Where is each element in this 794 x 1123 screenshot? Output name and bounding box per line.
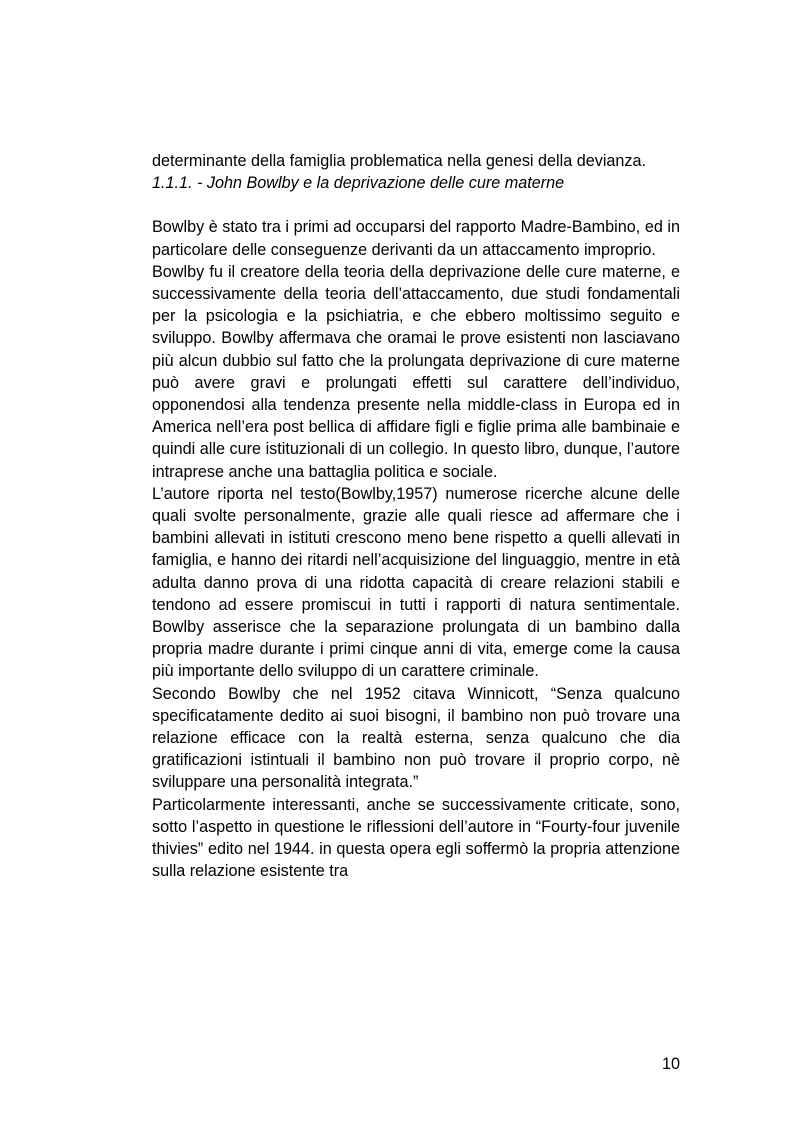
- body-paragraph: Bowlby fu il creatore della teoria della deprivazione delle cure materne, e successivamente della teoria dell’attaccamento, due studi fondamentali per la psicologia e la psichiatria, e che ebbero moltissimo seguito e sviluppo. Bowlby affermava che oramai le prove esistenti non lasciavano più alcun dubbio sul fatto che la prolungata deprivazione di cure materne può avere gravi e prolungati effetti sul carattere dell’individuo, opponendosi alla tendenza presente nella middle-class in Europa ed in America nell’era post bellica di affidare figli e figlie prima alle bambinaie e quindi alle cure istituzionali di un collegio. In questo libro, dunque, l’autore intraprese anche una battaglia politica e sociale.: [152, 262, 680, 481]
- body-paragraph: Bowlby è stato tra i primi ad occuparsi del rapporto Madre-Bambino, ed in particolare delle conseguenze derivanti da un attaccamento improprio.: [152, 218, 680, 259]
- body-paragraph: Secondo Bowlby che nel 1952 citava Winnicott, “Senza qualcuno specificatamente dedito ai suoi bisogni, il bambino non può trovare una relazione efficace con la realtà esterna, senza qualcuno che dia gratificazioni istintuali il bambino non può trovare il proprio corpo, nè sviluppare una personalità integrata.”: [152, 684, 680, 792]
- body-paragraph: L’autore riporta nel testo(Bowlby,1957) numerose ricerche alcune delle quali svolte personalmente, grazie alle quali riesce ad affermare che i bambini allevati in istituti crescono meno bene rispetto a quelli allevati in famiglia, e hanno dei ritardi nell’acquisizione del linguaggio, mentre in età adulta danno prova di una ridotta capacità di creare relazioni stabili e tendono ad essere promiscui in tutti i rapporti di natura sentimentale. Bowlby asserisce che la separazione prolungata di un bambino dalla propria madre durante i primi cinque anni di vita, emerge come la causa più importante dello sviluppo di un carattere criminale.: [152, 484, 680, 681]
- body-paragraph: Particolarmente interessanti, anche se successivamente criticate, sono, sotto l’aspetto in questione le riflessioni dell’autore in “Fourty-four juvenile thivies” edito nel 1944. in questa opera egli soffermò la propria attenzione sulla relazione esistente tra: [152, 795, 680, 881]
- section-heading: 1.1.1. - John Bowlby e la deprivazione delle cure materne: [152, 174, 565, 193]
- intro-paragraph: determinante della famiglia problematica nella genesi della devianza.: [152, 152, 647, 170]
- page-number: 10: [661, 1055, 680, 1073]
- page-body: [152, 150, 680, 883]
